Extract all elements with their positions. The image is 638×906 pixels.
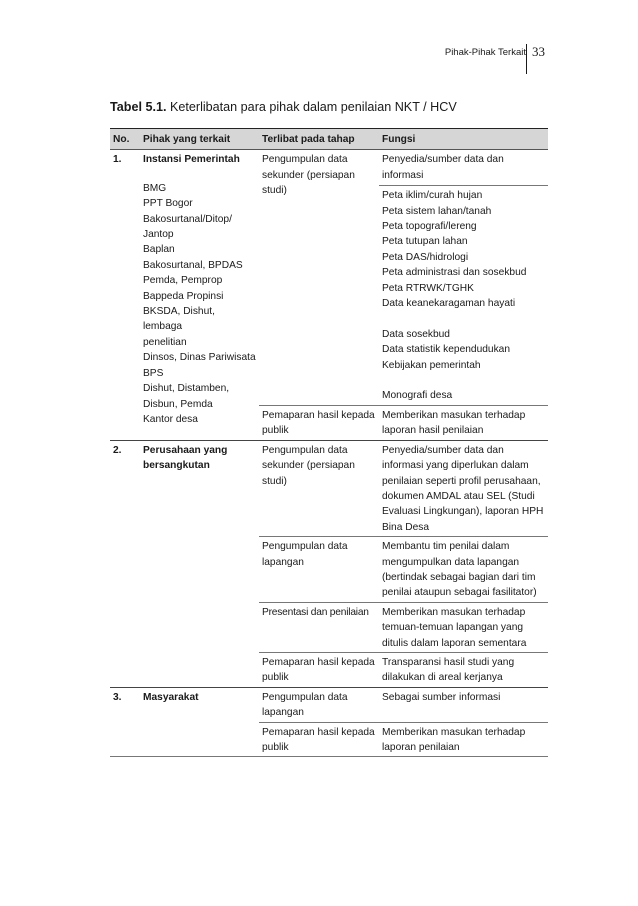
stage-cell: Pemaparan hasil kepada publik	[259, 405, 379, 440]
function-item: Peta tutupan lahan	[382, 236, 468, 248]
stage-cell: Pemaparan hasil kepada publik	[259, 722, 379, 757]
column-header-stage: Terlibat pada tahap	[259, 129, 379, 150]
column-header-no: No.	[110, 129, 140, 150]
stage-cell: Pengumpulan data lapangan	[259, 687, 379, 722]
function-cell: Penyedia/sumber data dan informasi yang diperlukan dalam penilaian seperti profil perusahaan, dokumen AMDAL atau SEL (Studi Evaluasi Lingkungan), laporan HPH Bina Desa	[379, 440, 548, 536]
table-caption-label: Tabel 5.1.	[110, 100, 167, 114]
function-cell: Memberikan masukan terhadap laporan penilaian	[379, 722, 548, 757]
stakeholder-table	[110, 128, 548, 757]
sub-party-item: Disbun, Pemda	[143, 398, 213, 410]
party-name: Perusahaan yang bersangkutan	[140, 440, 259, 687]
running-title: Pihak-Pihak Terkait	[444, 47, 526, 58]
function-item: Data keanekaragaman hayati	[382, 298, 516, 310]
sub-party-item: Bakosurtanal/Ditop/	[143, 213, 232, 225]
sub-party-item: Dinsos, Dinas Pariwisata	[143, 352, 256, 364]
function-item: Peta administrasi dan sosekbud	[382, 267, 527, 279]
party-cell	[140, 150, 259, 440]
function-cell: Memberikan masukan terhadap temuan-temuan lapangan yang ditulis dalam laporan sementara	[379, 602, 548, 652]
table-row	[110, 150, 548, 405]
sub-party-item: Bakosurtanal, BPDAS	[143, 259, 243, 271]
column-header-function: Fungsi	[379, 129, 548, 150]
sub-party-item: Bappeda Propinsi	[143, 290, 224, 302]
function-item	[382, 311, 545, 326]
column-header-party: Pihak yang terkait	[140, 129, 259, 150]
function-list	[382, 188, 545, 404]
function-cell: Memberikan masukan terhadap laporan hasil penilaian	[379, 405, 548, 440]
stage-cell: Pengumpulan data sekunder (persiapan studi)	[259, 150, 379, 405]
table-caption	[110, 100, 550, 114]
sub-party-item: BMG	[143, 182, 167, 194]
sub-party-list	[143, 181, 256, 428]
table-caption-text: Keterlibatan para pihak dalam penilaian NKT / HCV	[169, 100, 457, 114]
party-name: Masyarakat	[140, 687, 259, 757]
table-row	[110, 440, 548, 536]
function-text: Penyedia/sumber data dan informasi	[382, 154, 504, 181]
function-cell: Sebagai sumber informasi	[379, 687, 548, 722]
sub-party-item: Jantop	[143, 229, 174, 241]
sub-party-item: Kantor desa	[143, 413, 198, 425]
page-header	[0, 44, 638, 74]
sub-party-item: Baplan	[143, 244, 175, 256]
header-divider	[526, 44, 527, 74]
stage-cell: Presentasi dan penilaian	[259, 602, 379, 652]
sub-party-item: Pemda, Pemprop	[143, 275, 223, 287]
function-cell: Membantu tim penilai dalam mengumpulkan data lapangan (bertindak sebagai bagian dari tim penilai ataupun sebagai fasilitator)	[379, 537, 548, 603]
row-number: 3.	[110, 687, 140, 757]
function-item: Monografi desa	[382, 390, 453, 402]
function-item: Peta DAS/hidrologi	[382, 251, 469, 263]
sub-party-item: Dishut, Distamben,	[143, 383, 230, 395]
row-number: 2.	[110, 440, 140, 687]
stage-cell: Pemaparan hasil kepada publik	[259, 652, 379, 687]
row-number: 1.	[110, 150, 140, 440]
function-item	[382, 373, 545, 388]
function-item: Kebijakan pemerintah	[382, 359, 481, 371]
table-row	[110, 687, 548, 722]
function-item: Data sosekbud	[382, 328, 450, 340]
sub-party-item: BPS	[143, 367, 164, 379]
function-cell	[379, 150, 548, 405]
function-item: Peta sistem lahan/tanah	[382, 205, 492, 217]
table-header-row	[110, 129, 548, 150]
function-item: Data statistik kependudukan	[382, 344, 510, 356]
function-item: Peta RTRWK/TGHK	[382, 282, 474, 294]
party-name: Instansi Pemerintah	[143, 154, 240, 166]
stage-cell: Pengumpulan data sekunder (persiapan studi)	[259, 440, 379, 536]
sub-party-item: penelitian	[143, 336, 187, 348]
function-cell: Transparansi hasil studi yang dilakukan di areal kerjanya	[379, 652, 548, 687]
function-item: Peta iklim/curah hujan	[382, 190, 483, 202]
function-item: Peta topografi/lereng	[382, 221, 477, 233]
sub-party-item: PPT Bogor	[143, 198, 193, 210]
sub-party-item: BKSDA, Dishut, lembaga	[143, 306, 215, 333]
stage-cell: Pengumpulan data lapangan	[259, 537, 379, 603]
page-number: 33	[532, 44, 545, 59]
